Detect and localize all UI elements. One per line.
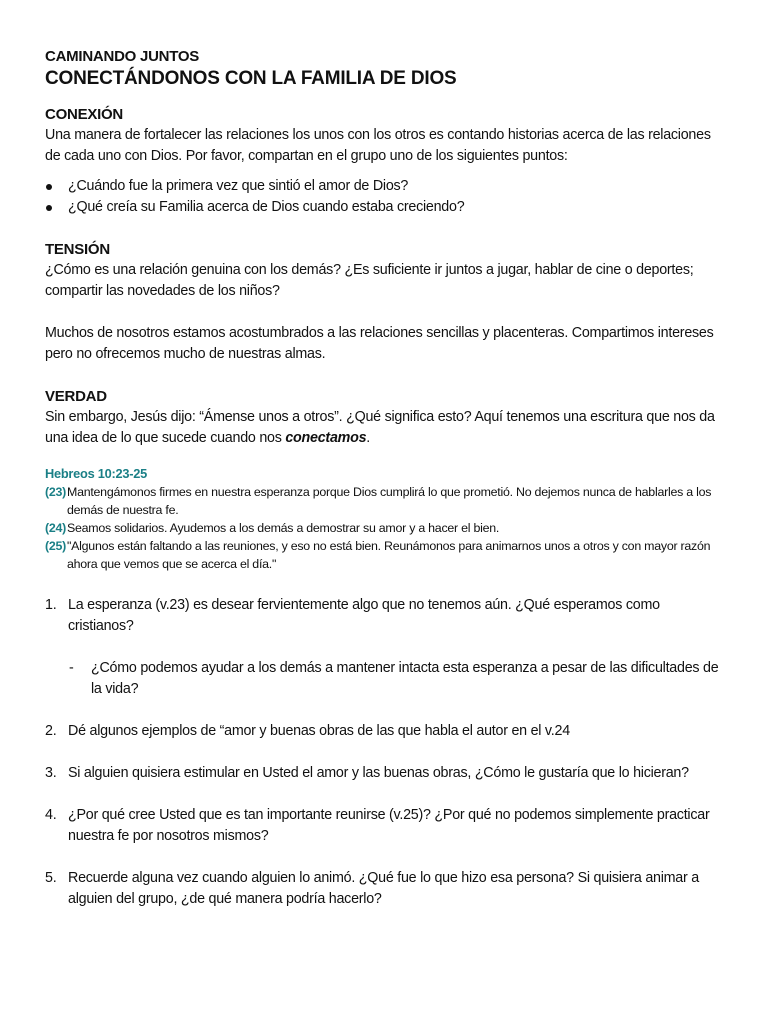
section-text: Muchos de nosotros estamos acostumbrados a las relaciones sencillas y placenteras. Compartimos intereses pero no ofrecemos mucho de nuestras almas. [45, 325, 714, 362]
question-number: 4. [45, 807, 57, 823]
question-text: Recuerde alguna vez cuando alguien lo animó. ¿Qué fue lo que hizo esa persona? Si quisiera animar a alguien del grupo, ¿de qué manera podría hacerlo? [68, 870, 699, 907]
verse-number: (24) [45, 521, 67, 535]
question-list [45, 595, 728, 910]
question-text: ¿Por qué cree Usted que es tan importante reunirse (v.25)? ¿Por qué no podemos simplemente practicar nuestra fe por nosotros mismos? [68, 807, 710, 844]
document-title: CONECTÁNDONOS CON LA FAMILIA DE DIOS [45, 68, 457, 89]
verse-number: (25) [45, 539, 67, 553]
section-tension [45, 240, 728, 365]
verse-number: (23) [45, 485, 67, 499]
section-heading: VERDAD [45, 388, 107, 405]
question-item [45, 595, 728, 700]
section-conexion [45, 105, 728, 218]
section-text [45, 407, 728, 449]
question-item [45, 868, 728, 910]
section-heading: TENSIÓN [45, 241, 110, 258]
question-text: Si alguien quisiera estimular en Usted el amor y las buenas obras, ¿Cómo le gustaría que lo hicieran? [68, 765, 689, 781]
verdad-text-end: . [366, 430, 371, 446]
sub-question [68, 658, 728, 700]
question-item [45, 721, 728, 742]
question-number: 3. [45, 765, 57, 781]
question-text: Dé algunos ejemplos de “amor y buenas obras de las que habla el autor en el v.24 [68, 723, 570, 739]
scripture-reference: Hebreos 10:23-25 [45, 466, 147, 481]
question-number: 1. [45, 597, 57, 613]
emphasis-word: conectamos [285, 430, 367, 446]
section-verdad [45, 387, 728, 573]
question-item [45, 805, 728, 847]
question-text: La esperanza (v.23) es desear fervientemente algo que no tenemos aún. ¿Qué esperamos como cristianos? [68, 597, 660, 634]
bullet-list [45, 176, 728, 218]
section-text: ¿Cómo es una relación genuina con los demás? ¿Es suficiente ir juntos a jugar, hablar de cine o deportes; compartir las novedades de los niños? [45, 262, 694, 299]
scripture-block [45, 465, 728, 573]
verse-item [45, 483, 728, 519]
verdad-text: Sin embargo, Jesús dijo: “Ámense unos a otros”. ¿Qué significa esto? Aquí tenemos una escritura que nos da una idea de lo que sucede cuando nos [45, 409, 715, 446]
question-number: 5. [45, 870, 57, 886]
document-subtitle: CAMINANDO JUNTOS [45, 48, 200, 65]
sub-question-text: ¿Cómo podemos ayudar a los demás a mantener intacta esta esperanza a pesar de las dificultades de la vida? [91, 660, 719, 697]
verse-item [45, 537, 728, 573]
question-item [45, 763, 728, 784]
verse-text: Seamos solidarios. Ayudemos a los demás a demostrar su amor y a hacer el bien. [67, 521, 500, 535]
bullet-item: ¿Qué creía su Familia acerca de Dios cuando estaba creciendo? [45, 197, 728, 218]
bullet-item: ¿Cuándo fue la primera vez que sintió el amor de Dios? [45, 176, 728, 197]
sub-question-marker: - [69, 660, 74, 676]
section-heading: CONEXIÓN [45, 106, 124, 123]
verse-text: Mantengámonos firmes en nuestra esperanza porque Dios cumplirá lo que prometió. No dejemos nunca de hablarles a los demás de nuestra fe. [67, 485, 712, 517]
section-text: Una manera de fortalecer las relaciones los unos con los otros es contando historias acerca de las relaciones de cada uno con Dios. Por favor, compartan en el grupo uno de los siguientes puntos: [45, 127, 711, 164]
question-number: 2. [45, 723, 57, 739]
verse-item [45, 519, 728, 537]
verse-text: "Algunos están faltando a las reuniones, y eso no está bien. Reunámonos para animarnos unos a otros y con mayor razón ahora que vemos que se acerca el día." [67, 539, 711, 571]
